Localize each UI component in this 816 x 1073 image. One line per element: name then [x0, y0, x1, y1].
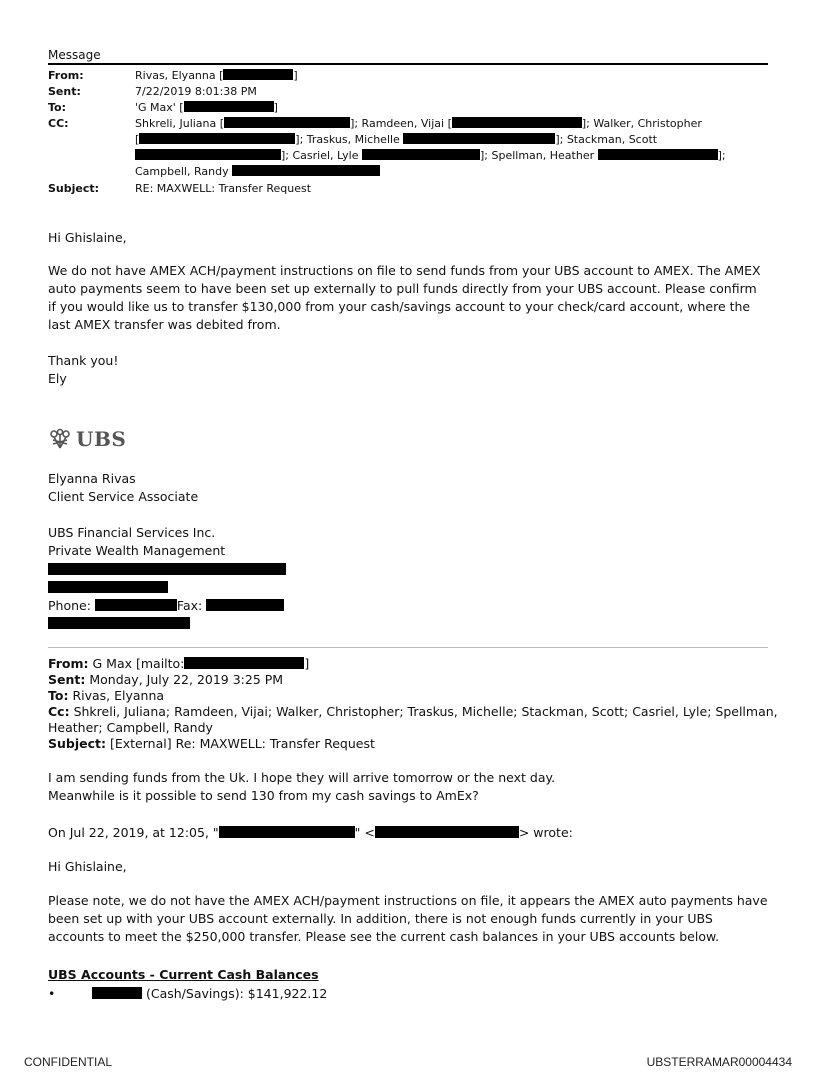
phone-label: Phone: — [48, 598, 91, 613]
redaction — [139, 133, 295, 144]
forward-from-key: From: — [48, 656, 89, 671]
redaction — [184, 657, 304, 669]
signature-company: UBS Financial Services Inc. — [48, 525, 216, 540]
redaction — [598, 149, 718, 160]
forward-line1: I am sending funds from the Uk. I hope they will arrive tomorrow or the next day. — [48, 770, 556, 785]
cc-text: Shkreli, Juliana [ — [135, 117, 225, 130]
forward-cc-value: Shkreli, Juliana; Ramdeen, Vijai; Walker, Christopher; Traskus, Michelle; Stackman, Scott; Casriel, Lyle; Spellman, Heather; Campbell, Randy — [48, 704, 778, 735]
cc-text: ]; Traskus, Michelle — [295, 133, 404, 146]
forward-subject-value: [External] Re: MAXWELL: Transfer Request — [109, 736, 375, 751]
header-cc-line3 — [135, 148, 726, 164]
cc-text: [ — [135, 133, 140, 146]
redaction — [135, 149, 281, 160]
forward-cc-row — [48, 704, 778, 736]
cc-text: ]; Casriel, Lyle — [281, 149, 362, 162]
footer-bates-number: UBSTERRAMAR00004434 — [646, 1055, 792, 1069]
message-label: Message — [48, 48, 101, 62]
to-text: 'G Max' [ — [135, 101, 184, 114]
redaction — [362, 149, 480, 160]
forward-from-row — [48, 656, 778, 672]
signature-division: Private Wealth Management — [48, 543, 226, 558]
on-date-text: " < — [354, 825, 375, 840]
redaction — [403, 133, 555, 144]
redaction — [223, 69, 293, 80]
forward-to-row — [48, 688, 778, 704]
header-to-value — [135, 100, 278, 116]
from-text: Rivas, Elyanna [ — [135, 69, 224, 82]
signature-title: Client Service Associate — [48, 489, 199, 504]
signature-address-line1 — [48, 561, 768, 579]
cc-text: ]; Spellman, Heather — [480, 149, 598, 162]
header-to-key: To: — [48, 101, 66, 114]
redaction — [375, 826, 519, 838]
signature-email-line — [48, 615, 768, 633]
cc-text: ]; Walker, Christopher — [581, 117, 702, 130]
footer-confidential: CONFIDENTIAL — [24, 1055, 113, 1069]
bullet-text: (Cash/Savings): $141,922.12 — [142, 986, 328, 1001]
greeting-2: Hi Ghislaine, — [48, 859, 127, 874]
account-bullet-item — [48, 986, 327, 1001]
forward-cc-key: Cc: — [48, 704, 70, 719]
body-paragraph-2: Please note, we do not have the AMEX ACH/payment instructions on file, it appears the AMEX auto payments have been set up with your UBS account externally. In addition, there is not enough funds currently in your UBS accounts to meet the $250,000 transfer. Please see the current cash balances in your UBS accounts below. — [48, 893, 768, 944]
redaction — [48, 617, 190, 629]
redaction — [92, 987, 142, 999]
cc-text: ]; — [717, 149, 726, 162]
signature-name: Elyanna Rivas — [48, 471, 136, 486]
cc-text: ]; Stackman, Scott — [555, 133, 658, 146]
accounts-heading: UBS Accounts - Current Cash Balances — [48, 967, 319, 982]
redaction — [184, 101, 274, 112]
cc-text: ]; Ramdeen, Vijai [ — [350, 117, 452, 130]
ubs-logo-text: UBS — [76, 427, 127, 451]
on-date-text: On Jul 22, 2019, at 12:05, " — [48, 825, 219, 840]
sign-off: Ely — [48, 371, 67, 386]
header-subject-value: RE: MAXWELL: Transfer Request — [135, 182, 312, 195]
redaction — [232, 165, 380, 176]
header-rule — [48, 63, 768, 65]
header-sent-value: 7/22/2019 8:01:38 PM — [135, 85, 257, 98]
redaction — [48, 563, 286, 575]
bullet-dot: • — [48, 986, 56, 1001]
header-subject-key: Subject: — [48, 182, 100, 195]
forward-sent-key: Sent: — [48, 672, 86, 687]
ubs-logo — [48, 428, 126, 450]
redaction — [95, 599, 177, 611]
cc-text: Campbell, Randy — [135, 165, 233, 178]
signature-address-line2 — [48, 579, 768, 597]
body-paragraph: We do not have AMEX ACH/payment instructions on file to send funds from your UBS account to AMEX. The AMEX auto payments seem to have been set up externally to pull funds directly from your UBS account. Please confirm if you would like us to transfer $130,000 from your cash/savings account to your check/card account, where the last AMEX transfer was debited from. — [48, 263, 761, 332]
redaction — [206, 599, 284, 611]
forward-from-value: G Max [mailto: — [92, 656, 185, 671]
redaction — [224, 117, 350, 128]
on-date-line — [48, 824, 768, 842]
to-end: ] — [273, 101, 278, 114]
forward-subject-row — [48, 736, 778, 752]
forward-to-key: To: — [48, 688, 69, 703]
thanks-line: Thank you! — [48, 353, 119, 368]
header-from-key: From: — [48, 69, 84, 82]
forward-from-end: ] — [304, 656, 310, 671]
header-cc-line1 — [135, 116, 702, 132]
signature-phone-fax — [48, 597, 768, 615]
redaction — [219, 826, 355, 838]
greeting: Hi Ghislaine, — [48, 230, 127, 245]
from-end: ] — [293, 69, 298, 82]
forward-to-value: Rivas, Elyanna — [72, 688, 165, 703]
header-cc-key: CC: — [48, 117, 69, 130]
forward-sent-row — [48, 672, 778, 688]
header-cc-line2 — [135, 132, 657, 148]
fax-label: Fax: — [176, 598, 203, 613]
header-cc-line4 — [135, 164, 380, 180]
header-from-value — [135, 68, 298, 84]
forward-line2: Meanwhile is it possible to send 130 from my cash savings to AmEx? — [48, 788, 479, 803]
keys-icon — [48, 428, 72, 450]
redaction — [452, 117, 582, 128]
on-date-text: > wrote: — [518, 825, 573, 840]
forward-sent-value: Monday, July 22, 2019 3:25 PM — [89, 672, 284, 687]
header-sent-key: Sent: — [48, 85, 81, 98]
forward-subject-key: Subject: — [48, 736, 106, 751]
divider — [48, 647, 768, 648]
redaction — [48, 581, 168, 593]
